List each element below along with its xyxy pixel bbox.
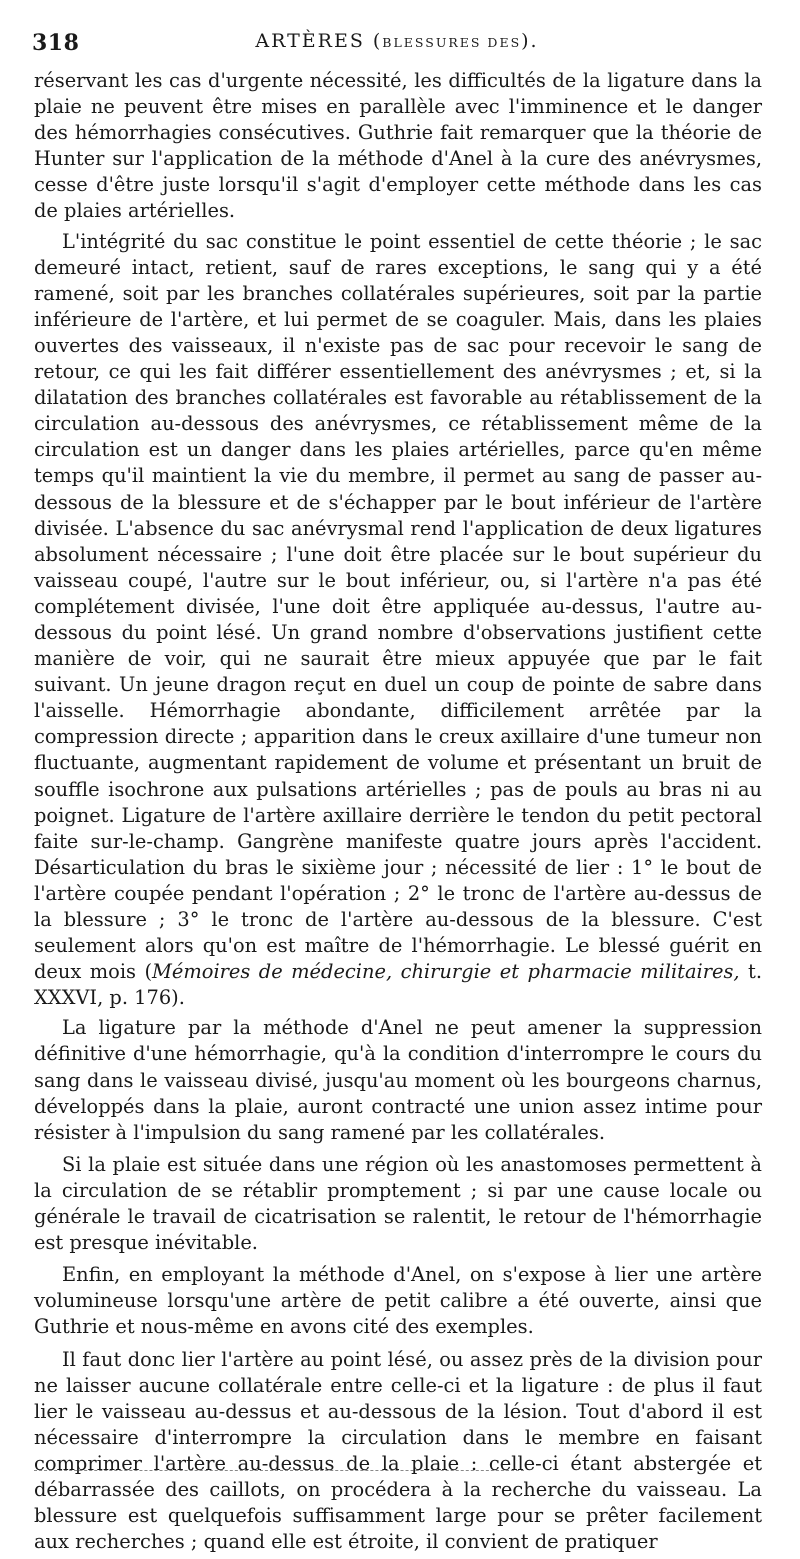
running-head <box>32 30 762 60</box>
paragraph-4: Si la plaie est située dans une région où les anastomoses permettent à la circulation de se rétablir promptement ; si par une cause locale ou générale le travail de cicatrisation se ralentit, le retour de l'hémorrhagie est presque inévitable. <box>34 1152 762 1255</box>
body-text <box>34 68 762 1559</box>
paragraph-2-citation-tail: t. XXXVI, p. 176). <box>34 960 763 1010</box>
paragraph-1: réservant les cas d'urgente nécessité, les difficultés de la ligature dans la plaie ne peuvent être mises en parallèle avec l'imminence et le danger des hémorrhagies consécutives. Guthrie fait remarquer que la théorie de Hunter sur l'application de la méthode d'Anel à la cure des anévrysmes, cesse d'être juste lorsqu'il s'agit d'employer cette méthode dans les cas de plaies artérielles. <box>34 69 762 223</box>
running-title-main: ARTÈRES ( <box>255 30 383 52</box>
paragraph-2 <box>34 229 762 1012</box>
running-title <box>32 30 762 52</box>
page-number: 318 <box>32 30 80 56</box>
paragraph-2-text: L'intégrité du sac constitue le point essentiel de cette théorie ; le sac demeuré intact, retient, sauf de rares exceptions, le sang qui y a été ramené, soit par les branches collatérales supérieures, soit par la partie inférieure de l'artère, et lui permet de se coaguler. Mais, dans les plaies ouvertes des vaisseaux, il n'existe pas de sac pour recevoir le sang de retour, ce qui les fait différer essentiellement des anévrysmes ; et, si la dilatation des branches collatérales est favorable au rétablissement de la circulation au-dessous des anévrysmes, ce rétablissement même de la circulation est un danger dans les plaies artérielles, parce qu'en même temps qu'il maintient la vie du membre, il permet au sang de passer au-dessous de la blessure et de s'échapper par le bout inférieur de l'artère divisée. L'absence du sac anévrysmal rend l'application de deux ligatures absolument nécessaire ; l'une doit être placée sur le bout supérieur du vaisseau coupé, l'autre sur le bout inférieur, ou, si l'artère n'a pas été complétement divisée, l'une doit être appliquée au-dessus, l'autre au-dessous du point lésé. Un grand nombre d'observations justifient cette manière de voir, qui ne saurait être mieux appuyée que par le fait suivant. Un jeune dragon reçut en duel un coup de pointe de sabre dans l'aisselle. Hémorrhagie abondante, difficilement arrêtée par la compression directe ; apparition dans le creux axillaire d'une tumeur non fluctuante, augmentant rapidement de volume et présentant un bruit de souffle isochrone aux pulsations artérielles ; pas de pouls au bras ni au poignet. Ligature de l'artère axillaire derrière le tendon du petit pectoral faite sur-le-champ. Gangrène manifeste quatre jours après l'accident. Désarticulation du bras le sixième jour ; nécessité de lier : 1° le bout de l'artère coupée pendant l'opération ; 2° le tronc de l'artère au-dessus de la blessure ; 3° le tronc de l'artère au-dessous de la blessure. C'est seulement alors qu'on est maître de l'hémorrhagie. Le blessé guérit en deux mois ( <box>34 229 762 984</box>
paragraph-6: Il faut donc lier l'artère au point lésé, ou assez près de la division pour ne laisser aucune collatérale entre celle-ci et la ligature : de plus il faut lier le vaisseau au-dessus et au-dessous de la lésion. Tout d'abord il est nécessaire d'interrompre la circulation dans le membre en faisant comprimer l'artère au-dessus de la plaie : celle-ci étant abstergée et débarrassée des caillots, on procédera à la recherche du vaisseau. La blessure est quelquefois suffisamment large pour se prêter facilement aux recherches ; quand elle est étroite, il convient de pratiquer <box>34 1347 762 1554</box>
running-title-subtitle: BLESSURES DES <box>382 35 522 50</box>
paragraph-2-citation-title: Mémoires de médecine, chirurgie et pharmacie militaires, <box>152 960 740 984</box>
paragraph-3: La ligature par la méthode d'Anel ne peut amener la suppression définitive d'une hémorrhagie, qu'à la condition d'interrompre le cours du sang dans le vaisseau divisé, jusqu'au moment où les bourgeons charnus, développés dans la plaie, auront contracté une union assez intime pour résister à l'impulsion du sang ramené par les collatérales. <box>34 1016 762 1144</box>
footer-rule <box>34 1470 524 1471</box>
running-title-end: ). <box>521 30 539 52</box>
paragraph-5: Enfin, en employant la méthode d'Anel, on s'expose à lier une artère volumineuse lorsqu'une artère de petit calibre a été ouverte, ainsi que Guthrie et nous-même en avons cité des exemples. <box>34 1263 762 1339</box>
